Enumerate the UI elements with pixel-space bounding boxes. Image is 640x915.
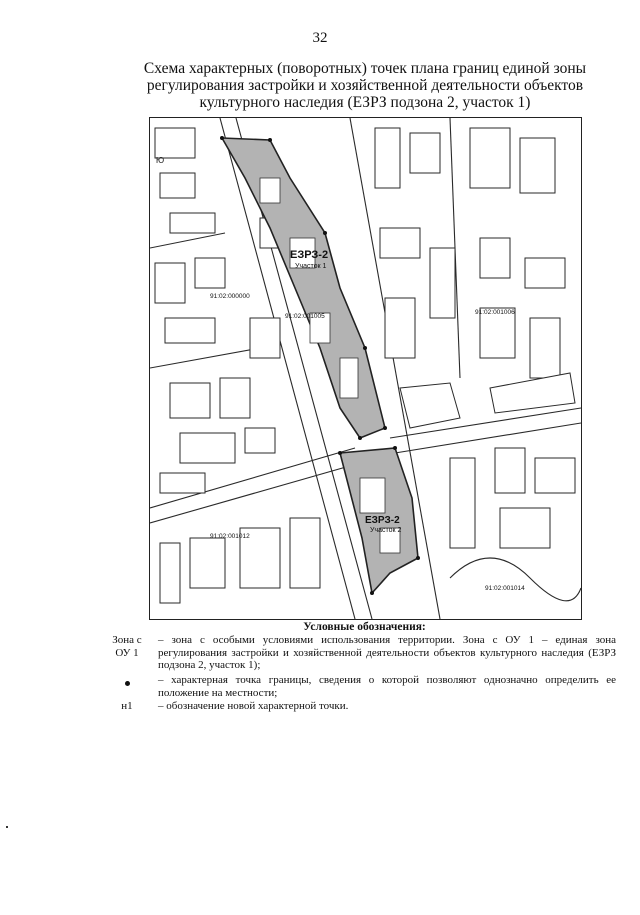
map-corner-label: Ю [156, 156, 165, 165]
legend-text-new-point: – обозначение новой характерной точки. [158, 700, 349, 712]
scan-mark [6, 826, 8, 828]
cadastral-label-3: 91:02:001012 [210, 533, 250, 540]
legend-text-zone: – зона с особыми условиями использования территории. Зона с ОУ 1 – единая зона регулирования застройки и хозяйственной деятельности объектов культурного наследия (ЕЗРЗ подзона 2, участок 1); [158, 634, 616, 671]
legend-title: Условные обозначения: [303, 621, 426, 633]
zone-label-2: ЕЗРЗ-2 [365, 515, 400, 526]
map-canvas [150, 118, 581, 619]
cadastral-map[interactable] [149, 117, 582, 620]
cadastral-label-2: 91:02:001006 [475, 309, 515, 316]
boundary-point-icon [125, 681, 130, 686]
page-number: 32 [312, 30, 328, 46]
map-title: Схема характерных (поворотных) точек плана границ единой зоны регулирования застройки и хозяйственной деятельности объектов культурного наследия (ЕЗРЗ подзона 2, участок 1) [143, 60, 587, 111]
cadastral-label-0: 91:02:000000 [210, 293, 250, 300]
legend-symbol-new-point: н1 [121, 700, 133, 712]
zone-label: ЕЗРЗ-2 [290, 249, 329, 261]
legend-symbol-point [104, 677, 150, 690]
zone-sublabel: Участок 1 [295, 263, 327, 270]
cadastral-label-1: 91:02:001005 [285, 313, 325, 320]
legend-symbol-zone: Зона с ОУ 1 [112, 634, 142, 659]
cadastral-label-4: 91:02:001014 [485, 585, 525, 592]
legend-text-point: – характерная точка границы, сведения о которой позволяют однозначно определить ее положение на местности; [158, 674, 616, 699]
zone-sublabel-2: Участок 2 [370, 527, 402, 534]
